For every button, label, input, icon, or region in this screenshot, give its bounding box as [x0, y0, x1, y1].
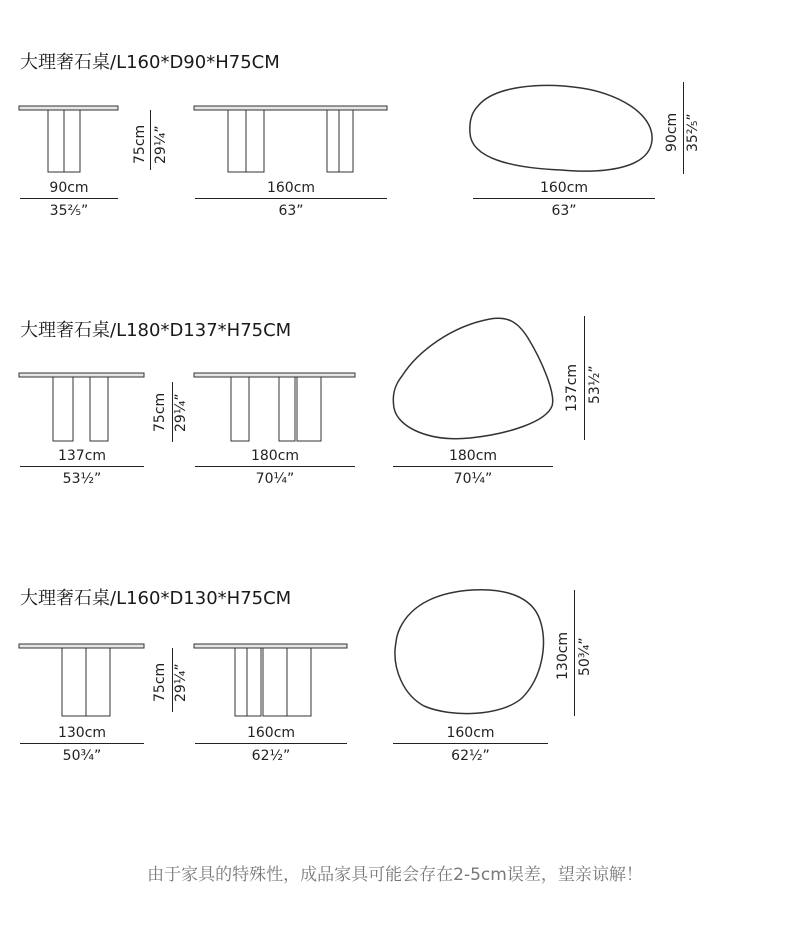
height-cm-label: 75cm — [152, 662, 168, 702]
table-side-view — [18, 643, 146, 717]
top-dim-line — [393, 466, 553, 467]
front-cm-label: 180cm — [250, 448, 300, 464]
front-cm-label: 160cm — [266, 180, 316, 196]
height-line — [150, 110, 151, 170]
top-dim-line — [393, 743, 548, 744]
depth-line — [584, 316, 585, 440]
table-side-view — [18, 372, 146, 442]
front-dim-line — [195, 743, 347, 744]
side-inch-label: 35⅖” — [49, 203, 89, 219]
front-cm-label: 160cm — [246, 725, 296, 741]
depth-cm-label: 137cm — [564, 363, 580, 412]
front-inch-label: 63” — [278, 203, 304, 219]
table-top-view — [466, 78, 656, 182]
front-inch-label: 62½” — [251, 748, 291, 764]
top-dim-line — [473, 198, 655, 199]
top-cm-label: 160cm — [539, 180, 589, 196]
table-front-view — [193, 643, 349, 717]
top-inch-label: 70¼” — [453, 471, 493, 487]
side-cm-label: 130cm — [57, 725, 107, 741]
depth-inch-label: 53½” — [587, 365, 603, 404]
section-1-title: 大理奢石桌/L160*D90*H75CM — [20, 52, 280, 73]
section-2-title: 大理奢石桌/L180*D137*H75CM — [20, 320, 292, 341]
depth-line — [683, 82, 684, 174]
depth-inch-label: 50¾” — [577, 637, 593, 676]
front-dim-line — [195, 198, 387, 199]
side-dim-line — [20, 743, 144, 744]
height-inch-label: 29¼” — [153, 125, 169, 164]
front-dim-line — [195, 466, 355, 467]
height-inch-label: 29¼” — [173, 393, 189, 432]
table-side-view — [18, 105, 120, 173]
top-inch-label: 62½” — [451, 748, 490, 764]
side-cm-label: 137cm — [57, 448, 107, 464]
side-dim-line — [20, 466, 144, 467]
top-inch-label: 63” — [551, 203, 577, 219]
depth-line — [574, 590, 575, 716]
height-cm-label: 75cm — [132, 124, 148, 164]
top-cm-label: 180cm — [448, 448, 498, 464]
top-cm-label: 160cm — [446, 725, 495, 741]
side-inch-label: 50¾” — [62, 748, 102, 764]
side-inch-label: 53½” — [62, 471, 102, 487]
table-top-view — [390, 316, 558, 444]
table-front-view — [193, 372, 357, 442]
depth-cm-label: 90cm — [664, 112, 680, 152]
section-3-title: 大理奢石桌/L160*D130*H75CM — [20, 588, 292, 609]
depth-cm-label: 130cm — [555, 631, 571, 680]
depth-inch-label: 35⅖” — [685, 113, 701, 152]
height-inch-label: 29¼” — [173, 663, 189, 702]
height-cm-label: 75cm — [152, 392, 168, 432]
footer-note: 由于家具的特殊性，成品家具可能会存在2-5cm误差，望亲谅解！ — [147, 865, 643, 885]
side-cm-label: 90cm — [49, 180, 89, 196]
table-front-view — [193, 105, 389, 173]
side-dim-line — [20, 198, 118, 199]
front-inch-label: 70¼” — [255, 471, 295, 487]
table-top-view — [392, 588, 546, 718]
